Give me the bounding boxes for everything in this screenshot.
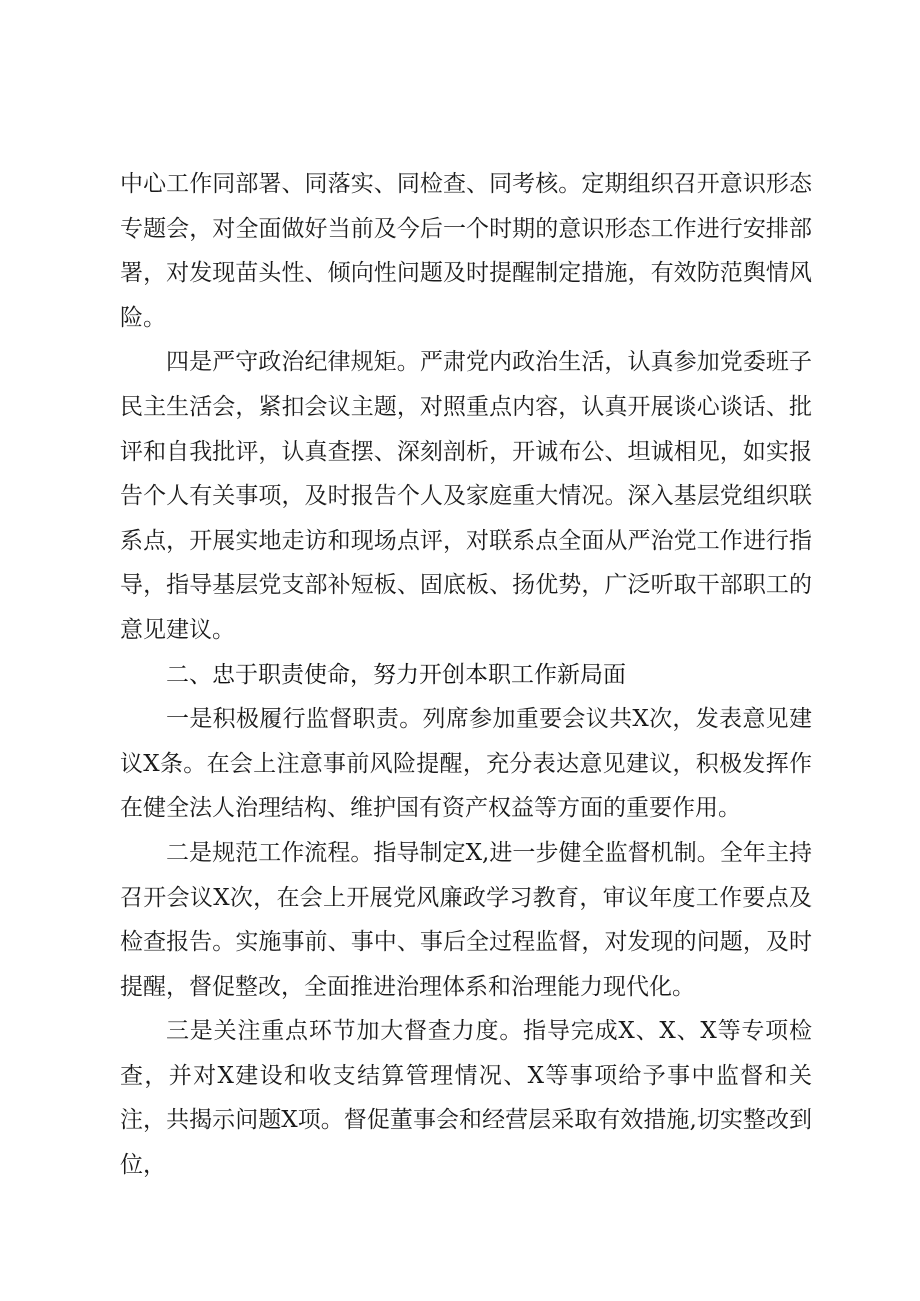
paragraph-supervision-duties: 一是积极履行监督职责。列席参加重要会议共X次，发表意见建议X条。在会上注意事前风险提醒，充分表达意见建议，积极发挥作在健全法人治理结构、维护国有资产权益等方面的重要作用。 [120, 706, 812, 822]
paragraph-continuation: 中心工作同部署、同落实、同检查、同考核。定期组织召开意识形态专题会，对全面做好当前及今后一个时期的意识形态工作进行安排部署，对发现苗头性、倾向性问题及时提醒制定措施，有效防范舆情风险。 [120, 171, 812, 331]
paragraph-work-process: 二是规范工作流程。指导制定X,进一步健全监督机制。全年主持召开会议X次，在会上开展党风廉政学习教育，审议年度工作要点及检查报告。实施事前、事中、事后全过程监督，对发现的问题，及时提醒，督促整改，全面推进治理体系和治理能力现代化。 [120, 839, 812, 1000]
paragraph-key-inspection: 三是关注重点环节加大督查力度。指导完成X、X、X等专项检查，并对X建设和收支结算管理情况、X等事项给予事中监督和关注，共揭示问题X项。督促董事会和经营层采取有效措施,切实整改到位， [120, 1018, 812, 1179]
paragraph-political-discipline: 四是严守政治纪律规矩。严肃党内政治生活，认真参加党委班子民主生活会，紧扣会议主题，对照重点内容，认真开展谈心谈话、批评和自我批评，认真查摆、深刻剖析，开诚布公、坦诚相见，如实报告个人有关事项，及时报告个人及家庭重大情况。深入基层党组织联系点，开展实地走访和现场点评，对联系点全面从严治党工作进行指导，指导基层党支部补短板、固底板、扬优势，广泛听取干部职工的意见建议。 [120, 349, 812, 643]
section-heading: 二、忠于职责使命，努力开创本职工作新局面 [166, 661, 626, 688]
document-body [120, 162, 812, 1188]
